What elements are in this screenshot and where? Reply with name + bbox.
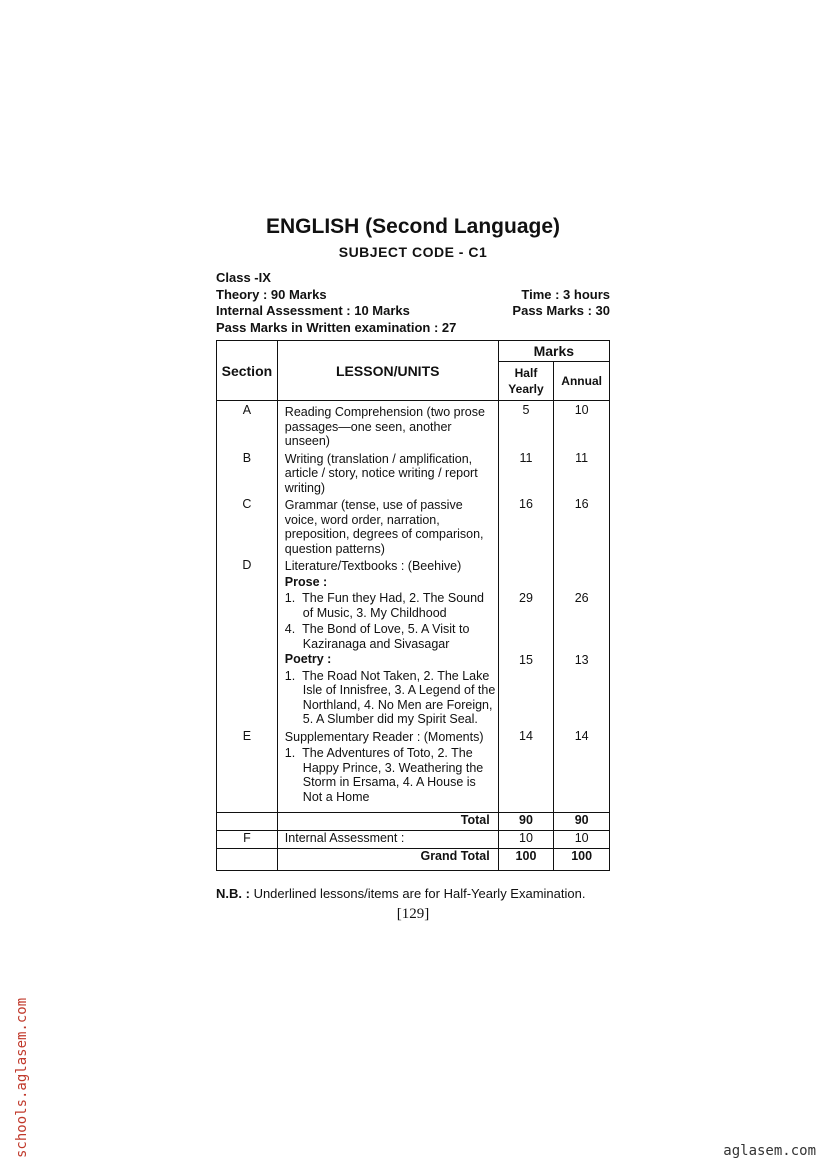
header-section: Section: [217, 341, 278, 401]
subject-code: SUBJECT CODE - C1: [338, 244, 488, 260]
half-yearly-cell: 11: [498, 449, 554, 496]
section-cell: B: [217, 449, 278, 496]
annual-cell: 10: [554, 401, 610, 449]
nota-bene: [216, 886, 585, 901]
nb-label: N.B. :: [216, 886, 250, 901]
lesson-text: Writing (translation / amplification, article / story, notice writing / report writing): [284, 451, 478, 495]
grand-total-label: Grand Total: [277, 848, 498, 870]
table-row: [217, 495, 610, 556]
half-yearly-cell: 29: [498, 589, 554, 651]
lesson-cell: [277, 589, 498, 651]
annual-cell: 26: [554, 589, 610, 651]
pass-marks: Pass Marks : 30: [512, 303, 610, 318]
table-row: [217, 556, 610, 589]
annual-cell: 11: [554, 449, 610, 496]
lesson-cell: [277, 651, 498, 727]
theory-marks: Theory : 90 Marks: [216, 287, 327, 302]
header-annual: Annual: [554, 362, 610, 401]
internal-assessment-marks: Internal Assessment : 10 Marks: [216, 303, 410, 318]
internal-assessment-row: [217, 830, 610, 848]
section-cell: F: [217, 830, 278, 848]
watermark-left: schools.aglasem.com: [14, 997, 30, 1158]
lesson-cell: [277, 449, 498, 496]
pass-marks-written: Pass Marks in Written examination : 27: [216, 320, 457, 335]
grand-total-half-yearly: 100: [498, 848, 554, 870]
half-yearly-cell: 16: [498, 495, 554, 556]
total-half-yearly: 90: [498, 812, 554, 830]
half-yearly-cell: 15: [498, 651, 554, 727]
marks-table: [216, 340, 610, 871]
annual-cell: 14: [554, 727, 610, 805]
lesson-text: Reading Comprehension (two prose passages—one seen, another unseen): [284, 405, 485, 448]
total-row: [217, 812, 610, 830]
supplementary-item: 1. The Adventures of Toto, 2. The Happy Prince, 3. Weathering the Storm in Ersama, 4. A House is Not a Home: [284, 746, 484, 804]
header-marks: Marks: [498, 341, 609, 362]
grand-total-annual: 100: [554, 848, 610, 870]
internal-assessment-label: Internal Assessment :: [277, 830, 498, 848]
table-row: [217, 401, 610, 449]
total-label: Total: [277, 812, 498, 830]
prose-heading: Prose :: [284, 574, 328, 589]
section-cell: E: [217, 727, 278, 805]
grand-total-row: [217, 848, 610, 870]
page-number: [129]: [396, 906, 430, 922]
annual-cell: 16: [554, 495, 610, 556]
lesson-cell: [277, 556, 498, 589]
watermark-right: aglasem.com: [723, 1143, 816, 1159]
nb-text: Underlined lessons/items are for Half-Yearly Examination.: [249, 886, 586, 901]
annual-cell: 10: [554, 830, 610, 848]
prose-item: 1. The Fun they Had, 2. The Sound of Music, 3. My Childhood: [284, 591, 484, 620]
table-row: [217, 727, 610, 805]
page-title: ENGLISH (Second Language): [265, 215, 561, 238]
header-half-yearly: Half Yearly: [498, 362, 554, 401]
lesson-cell: [277, 495, 498, 556]
half-yearly-cell: 14: [498, 727, 554, 805]
theory-line: [216, 287, 610, 302]
half-yearly-cell: 10: [498, 830, 554, 848]
lesson-text: Grammar (tense, use of passive voice, word order, narration, preposition, degrees of comparison, question patterns): [284, 498, 484, 556]
internal-line: [216, 303, 610, 318]
lesson-cell: [277, 727, 498, 805]
table-row: [217, 651, 610, 727]
section-cell: C: [217, 495, 278, 556]
lesson-text: Supplementary Reader : (Moments): [284, 729, 484, 744]
section-cell: A: [217, 401, 278, 449]
exam-time: Time : 3 hours: [521, 287, 610, 302]
annual-cell: 13: [554, 651, 610, 727]
poetry-heading: Poetry :: [284, 652, 332, 666]
table-row: [217, 449, 610, 496]
header-lessons: LESSON/UNITS: [277, 341, 498, 401]
table-row: [217, 589, 610, 651]
section-cell: D: [217, 556, 278, 589]
class-line: [216, 270, 610, 285]
half-yearly-cell: 5: [498, 401, 554, 449]
lesson-text: Literature/Textbooks : (Beehive): [284, 559, 462, 573]
prose-item: 4. The Bond of Love, 5. A Visit to Kaziranaga and Sivasagar: [284, 622, 470, 651]
pass-written-line: [216, 320, 610, 335]
lesson-cell: [277, 401, 498, 449]
class-label: Class -IX: [216, 270, 271, 285]
poetry-item: 1. The Road Not Taken, 2. The Lake Isle of Innisfree, 3. A Legend of the Northland, 4. No Men are Foreign, 5. A Slumber did my Spirit Seal.: [284, 668, 496, 726]
total-annual: 90: [554, 812, 610, 830]
